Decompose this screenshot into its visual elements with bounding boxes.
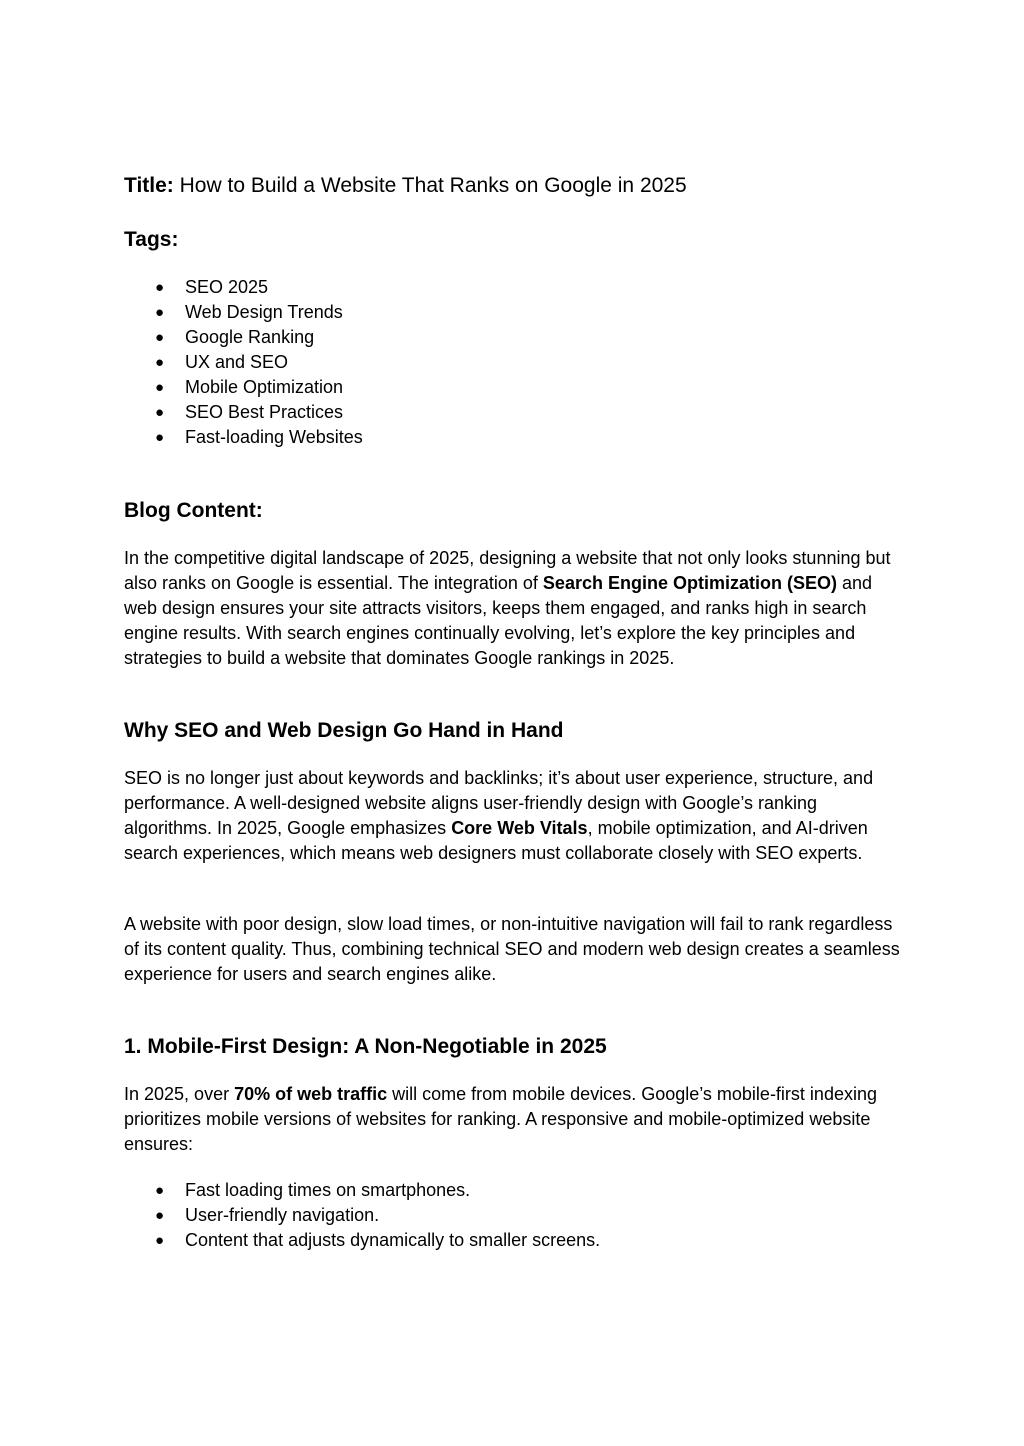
mobile-first-heading: 1. Mobile-First Design: A Non-Negotiable in 2025	[124, 1035, 607, 1058]
tag-item	[124, 300, 363, 325]
paragraph-text: SEO is no longer just about keywords and backlinks; it’s about user experience, structure, and performance. A well-designed website aligns user-friendly design with Google’s ranking algorithms. In 2025, Google emphasizes	[124, 768, 874, 838]
list-item-text: Content that adjusts dynamically to smaller screens.	[185, 1230, 601, 1250]
bullet-icon: ●	[155, 1232, 165, 1249]
mobile-benefits-list	[124, 1178, 600, 1253]
paragraph-text: will come from mobile devices. Google’s mobile-first indexing prioritizes mobile versions of websites for ranking. A responsive and mobile-optimized website ensures:	[124, 1084, 877, 1154]
tag-item	[124, 400, 363, 425]
tag-item	[124, 375, 363, 400]
tag-label: Web Design Trends	[185, 302, 343, 322]
tag-item	[124, 350, 363, 375]
bold-text: Search Engine Optimization (SEO)	[542, 573, 837, 593]
bold-text: 70% of web traffic	[234, 1084, 388, 1104]
tag-item	[124, 275, 363, 300]
bullet-icon: ●	[155, 379, 165, 396]
list-item-text: Fast loading times on smartphones.	[185, 1180, 471, 1200]
bullet-icon: ●	[155, 1182, 165, 1199]
list-item	[124, 1228, 600, 1253]
bullet-icon: ●	[155, 354, 165, 371]
why-seo-paragraph-2: A website with poor design, slow load times, or non-intuitive navigation will fail to rank regardless of its content quality. Thus, combining technical SEO and modern web design creates a seamless experience for users and search engines alike.	[124, 914, 900, 984]
bullet-icon: ●	[155, 1207, 165, 1224]
bullet-icon: ●	[155, 304, 165, 321]
tag-label: Fast-loading Websites	[185, 427, 363, 447]
tags-heading: Tags:	[124, 228, 179, 251]
paragraph-text: and web design ensures your site attracts visitors, keeps them engaged, and ranks high in search engine results. With search engines continually evolving, let’s explore the key principles and strategies to build a website that dominates Google rankings in 2025.	[124, 573, 873, 668]
list-item	[124, 1178, 600, 1203]
why-seo-heading: Why SEO and Web Design Go Hand in Hand	[124, 719, 564, 742]
paragraph-text: , mobile optimization, and AI-driven search experiences, which means web designers must collaborate closely with SEO experts.	[124, 818, 868, 863]
bullet-icon: ●	[155, 279, 165, 296]
list-item-text: User-friendly navigation.	[185, 1205, 380, 1225]
tag-label: Mobile Optimization	[185, 377, 344, 397]
tag-item	[124, 425, 363, 450]
tag-label: UX and SEO	[185, 352, 289, 372]
tag-label: SEO 2025	[185, 277, 269, 297]
bullet-icon: ●	[155, 404, 165, 421]
paragraph-text: In the competitive digital landscape of 2025, designing a website that not only looks stunning but also ranks on Google is essential. The integration of	[124, 548, 891, 593]
document-title	[124, 172, 687, 200]
bold-text: Core Web Vitals	[451, 818, 588, 838]
tags-list	[124, 275, 363, 450]
mobile-first-paragraph	[124, 1082, 904, 1157]
blog-content-heading: Blog Content:	[124, 499, 263, 522]
title-label: Title:	[124, 174, 174, 197]
tag-label: SEO Best Practices	[185, 402, 344, 422]
paragraph-text: In 2025, over	[124, 1084, 235, 1104]
list-item	[124, 1203, 600, 1228]
why-seo-paragraph-1	[124, 766, 904, 866]
title-text: How to Build a Website That Ranks on Google in 2025	[179, 174, 687, 197]
tag-item	[124, 325, 363, 350]
tag-label: Google Ranking	[185, 327, 315, 347]
blog-intro-paragraph	[124, 546, 904, 671]
bullet-icon: ●	[155, 329, 165, 346]
bullet-icon: ●	[155, 429, 165, 446]
